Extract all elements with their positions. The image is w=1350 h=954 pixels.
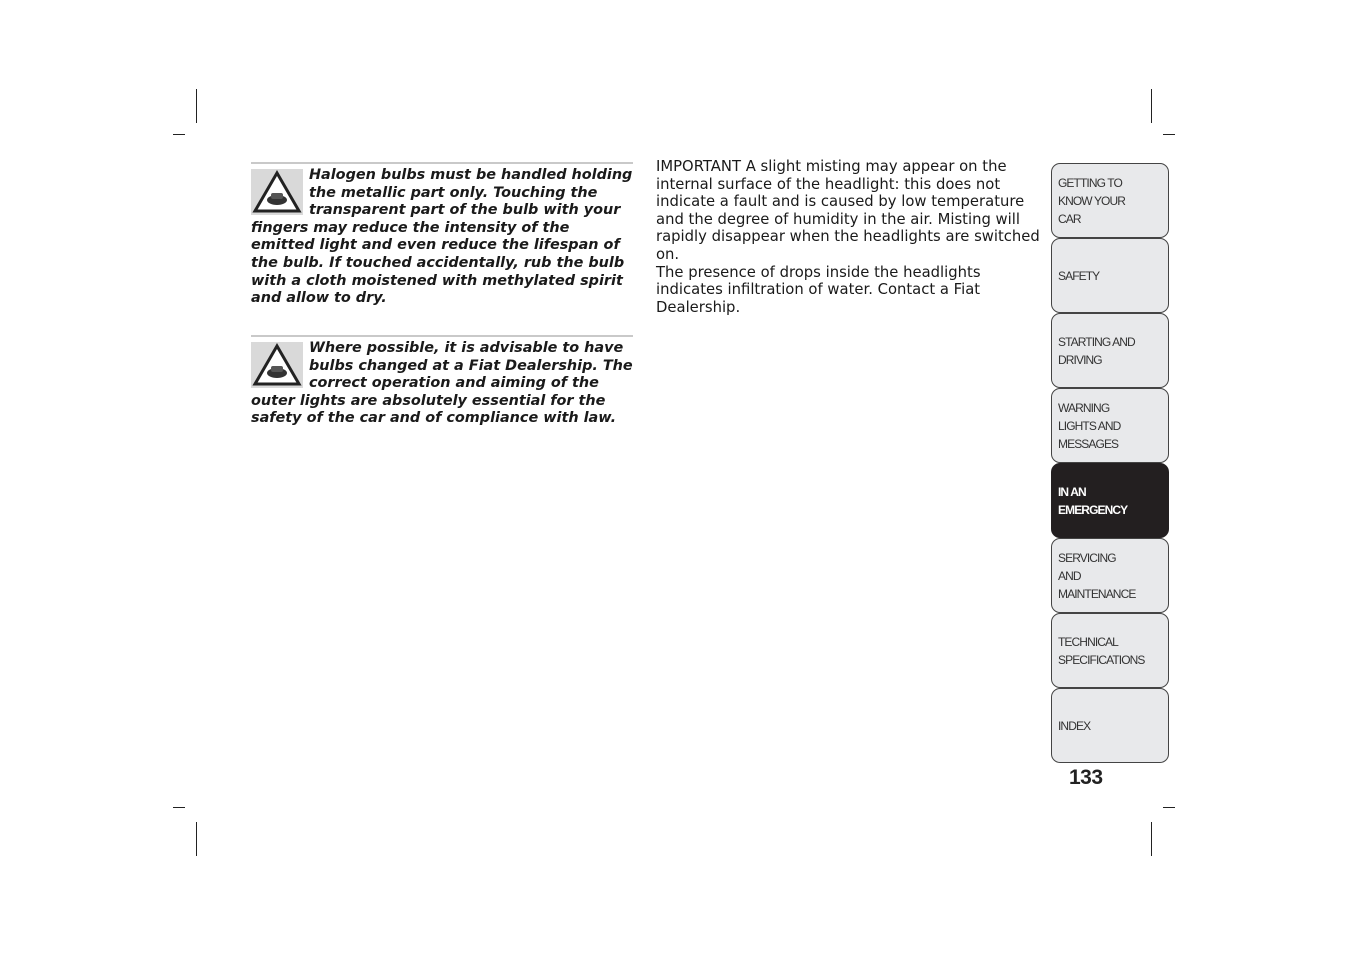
tab-starting-and-driving[interactable]: STARTING AND DRIVING — [1051, 313, 1169, 388]
crop-mark — [173, 807, 185, 808]
tab-technical-specifications[interactable]: TECHNICAL SPECIFICATIONS — [1051, 613, 1169, 688]
warning-box-halogen — [251, 162, 633, 308]
important-paragraph: The presence of drops inside the headlights indicates infiltration of water. Contact a Fiat Dealership. — [656, 263, 981, 316]
crop-mark — [1163, 807, 1175, 808]
important-note — [656, 158, 1040, 316]
warning-text: Where possible, it is advisable to have bulbs changed at a Fiat Dealership. The correct operation and aiming of the outer lights are absolutely essential for the safety of the car and of compliance with law. — [251, 340, 633, 427]
page-number: 133 — [1069, 766, 1103, 789]
crop-mark — [1163, 134, 1175, 135]
crop-mark — [1151, 822, 1152, 856]
warning-box-dealership — [251, 335, 633, 428]
crop-mark — [1151, 89, 1152, 123]
warning-text: Halogen bulbs must be handled holding the metallic part only. Touching the transparent part of the bulb with your fingers may reduce the intensity of the emitted light and even reduce the lifespan of the bulb. If touched accidentally, rub the bulb with a cloth moistened with methylated spirit and allow to dry. — [251, 167, 633, 307]
tab-index[interactable]: INDEX — [1051, 688, 1169, 763]
tab-safety[interactable]: SAFETY — [1051, 238, 1169, 313]
tab-warning-lights[interactable]: WARNING LIGHTS AND MESSAGES — [1051, 388, 1169, 463]
section-tabs — [1051, 163, 1169, 763]
crop-mark — [196, 822, 197, 856]
tab-servicing[interactable]: SERVICING AND MAINTENANCE — [1051, 538, 1169, 613]
crop-mark — [196, 89, 197, 123]
warning-triangle-icon — [251, 169, 303, 215]
warning-triangle-icon — [251, 342, 303, 388]
crop-mark — [173, 134, 185, 135]
tab-getting-to-know[interactable]: GETTING TO KNOW YOUR CAR — [1051, 163, 1169, 238]
important-paragraph: IMPORTANT A slight misting may appear on the internal surface of the headlight: this does not indicate a fault and is caused by low temperature and the degree of humidity in the air. Misting will rapidly disappear when the headlights are switched on. — [656, 158, 1040, 263]
tab-in-an-emergency[interactable]: IN AN EMERGENCY — [1051, 463, 1169, 538]
